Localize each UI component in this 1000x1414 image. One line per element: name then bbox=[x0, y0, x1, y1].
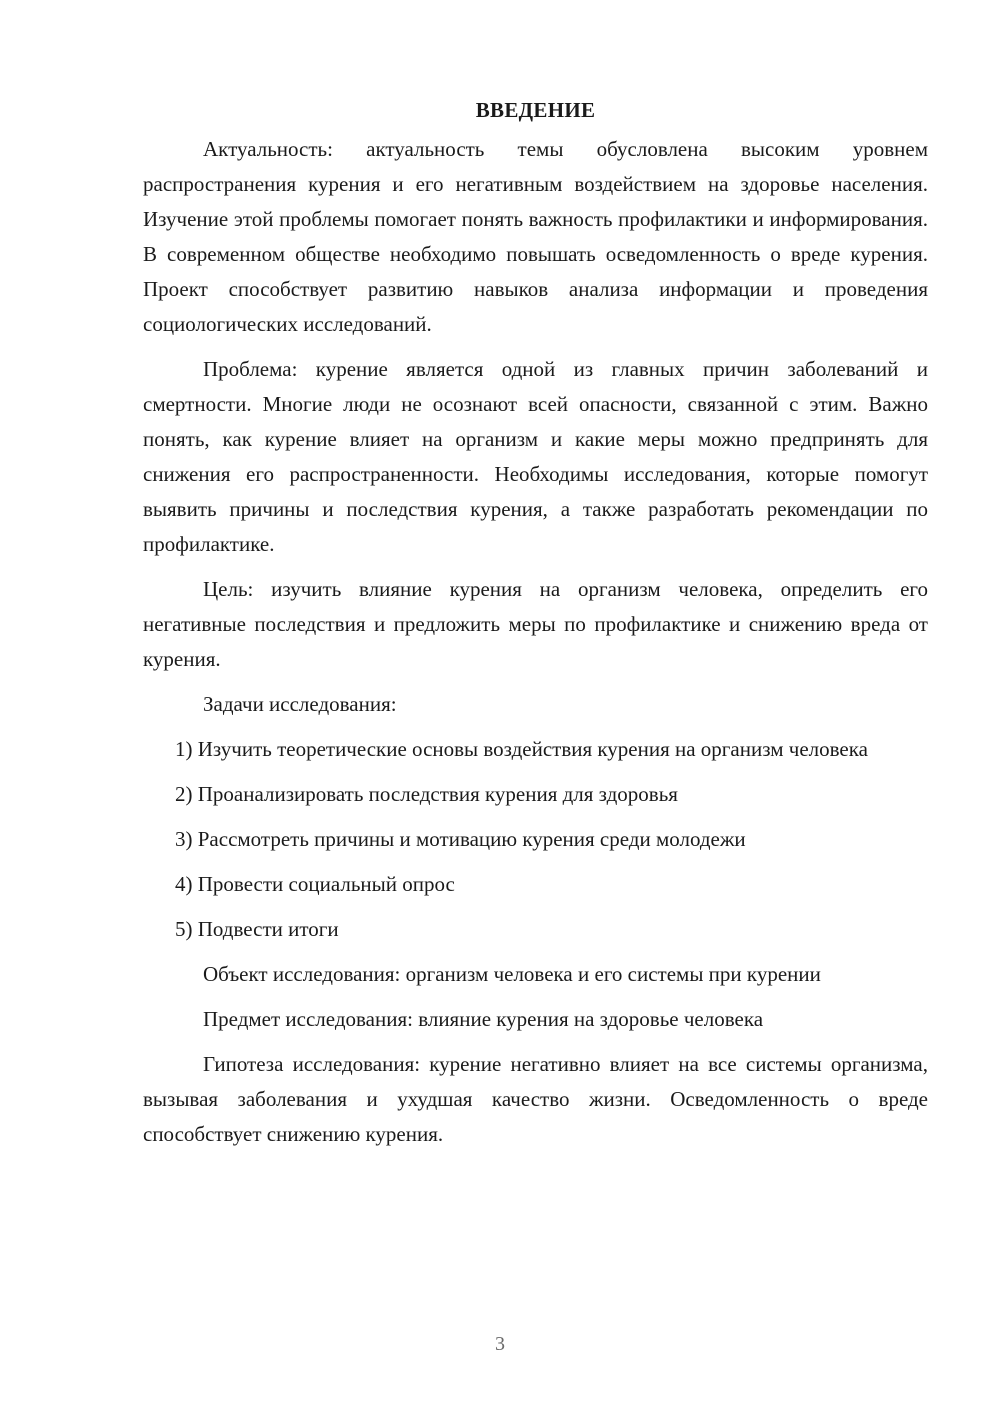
task-item-2: 2) Проанализировать последствия курения для здоровья bbox=[175, 782, 678, 806]
task-item-4: 4) Провести социальный опрос bbox=[175, 872, 455, 896]
paragraph-hypothesis: Гипотеза исследования: курение негативно влияет на все системы организма, вызывая заболевания и ухудшая качество жизни. Осведомленность о вреде способствует снижению курения. bbox=[143, 1052, 928, 1146]
task-item-1: 1) Изучить теоретические основы воздействия курения на организм человека bbox=[175, 737, 868, 761]
document-page bbox=[143, 93, 928, 1162]
paragraph-subject: Предмет исследования: влияние курения на здоровье человека bbox=[203, 1007, 764, 1031]
task-item-3: 3) Рассмотреть причины и мотивацию курения среди молодежи bbox=[175, 827, 746, 851]
paragraph-object: Объект исследования: организм человека и его системы при курении bbox=[203, 962, 821, 986]
page-number: 3 bbox=[495, 1333, 505, 1355]
paragraph-goal: Цель: изучить влияние курения на организм человека, определить его негативные последствия и предложить меры по профилактике и снижению вреда от курения. bbox=[143, 577, 928, 671]
paragraph-relevance: Актуальность: актуальность темы обусловлена высоким уровнем распространения курения и его негативным воздействием на здоровье населения. Изучение этой проблемы помогает понять важность профилактики и информирования. В современном обществе необходимо повышать осведомленность о вреде курения. Проект способствует развитию навыков анализа информации и проведения социологических исследований. bbox=[143, 137, 928, 336]
section-title: ВВЕДЕНИЕ bbox=[475, 98, 596, 122]
paragraph-problem: Проблема: курение является одной из главных причин заболеваний и смертности. Многие люди не осознают всей опасности, связанной с этим. Важно понять, как курение влияет на организм и какие меры можно предпринять для снижения его распространенности. Необходимы исследования, которые помогут выявить причины и последствия курения, а также разработать рекомендации по профилактике. bbox=[143, 357, 928, 556]
task-item-5: 5) Подвести итоги bbox=[175, 917, 339, 941]
tasks-heading: Задачи исследования: bbox=[203, 692, 397, 716]
